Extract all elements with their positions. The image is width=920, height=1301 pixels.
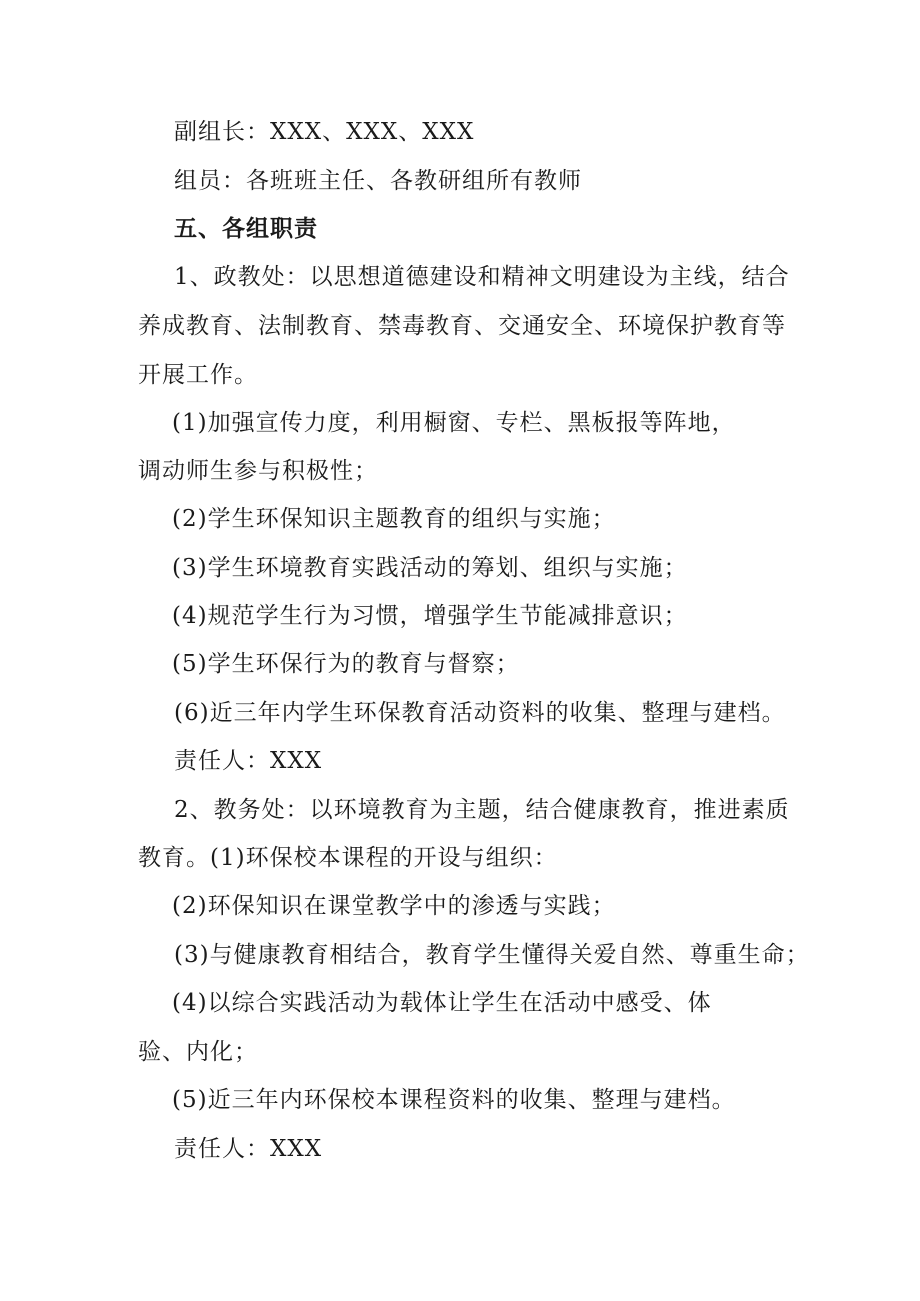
list-item: (3)与健康教育相结合，教育学生懂得关爱自然、尊重生命；	[174, 942, 810, 968]
list-item: (4)以综合实践活动为载体让学生在活动中感受、体	[172, 990, 712, 1016]
list-item: (1)加强宣传力度，利用橱窗、专栏、黑板报等阵地，	[172, 410, 736, 436]
paragraph-line: 教育。(1)环保校本课程的开设与组织：	[138, 845, 558, 871]
vice-leader-line: 副组长：XXX、XXX、XXX	[174, 119, 475, 145]
list-item: (4)规范学生行为习惯，增强学生节能减排意识；	[172, 603, 688, 629]
list-item: (2)学生环保知识主题教育的组织与实施；	[172, 506, 616, 532]
paragraph-line: 开展工作。	[138, 362, 258, 388]
responsible-person-line: 责任人：XXX	[174, 748, 323, 774]
list-item: (3)学生环境教育实践活动的筹划、组织与实施；	[172, 555, 688, 581]
list-item: (2)环保知识在课堂教学中的渗透与实践；	[172, 893, 616, 919]
list-item-continuation: 调动师生参与积极性；	[138, 458, 378, 484]
paragraph-line: 2、教务处：以环境教育为主题，结合健康教育，推进素质	[174, 797, 790, 823]
paragraph-line: 养成教育、法制教育、禁毒教育、交通安全、环境保护教育等	[138, 313, 786, 339]
members-line: 组员：各班班主任、各教研组所有教师	[174, 168, 582, 194]
list-item: (5)近三年内环保校本课程资料的收集、整理与建档。	[172, 1087, 736, 1113]
responsible-person-line: 责任人：XXX	[174, 1136, 323, 1162]
list-item: (6)近三年内学生环保教育活动资料的收集、整理与建档。	[174, 700, 786, 726]
list-item-continuation: 验、内化；	[138, 1039, 258, 1065]
paragraph-line: 1、政教处：以思想道德建设和精神文明建设为主线，结合	[174, 264, 790, 290]
list-item: (5)学生环保行为的教育与督察；	[172, 651, 520, 677]
section-heading: 五、各组职责	[174, 215, 318, 242]
